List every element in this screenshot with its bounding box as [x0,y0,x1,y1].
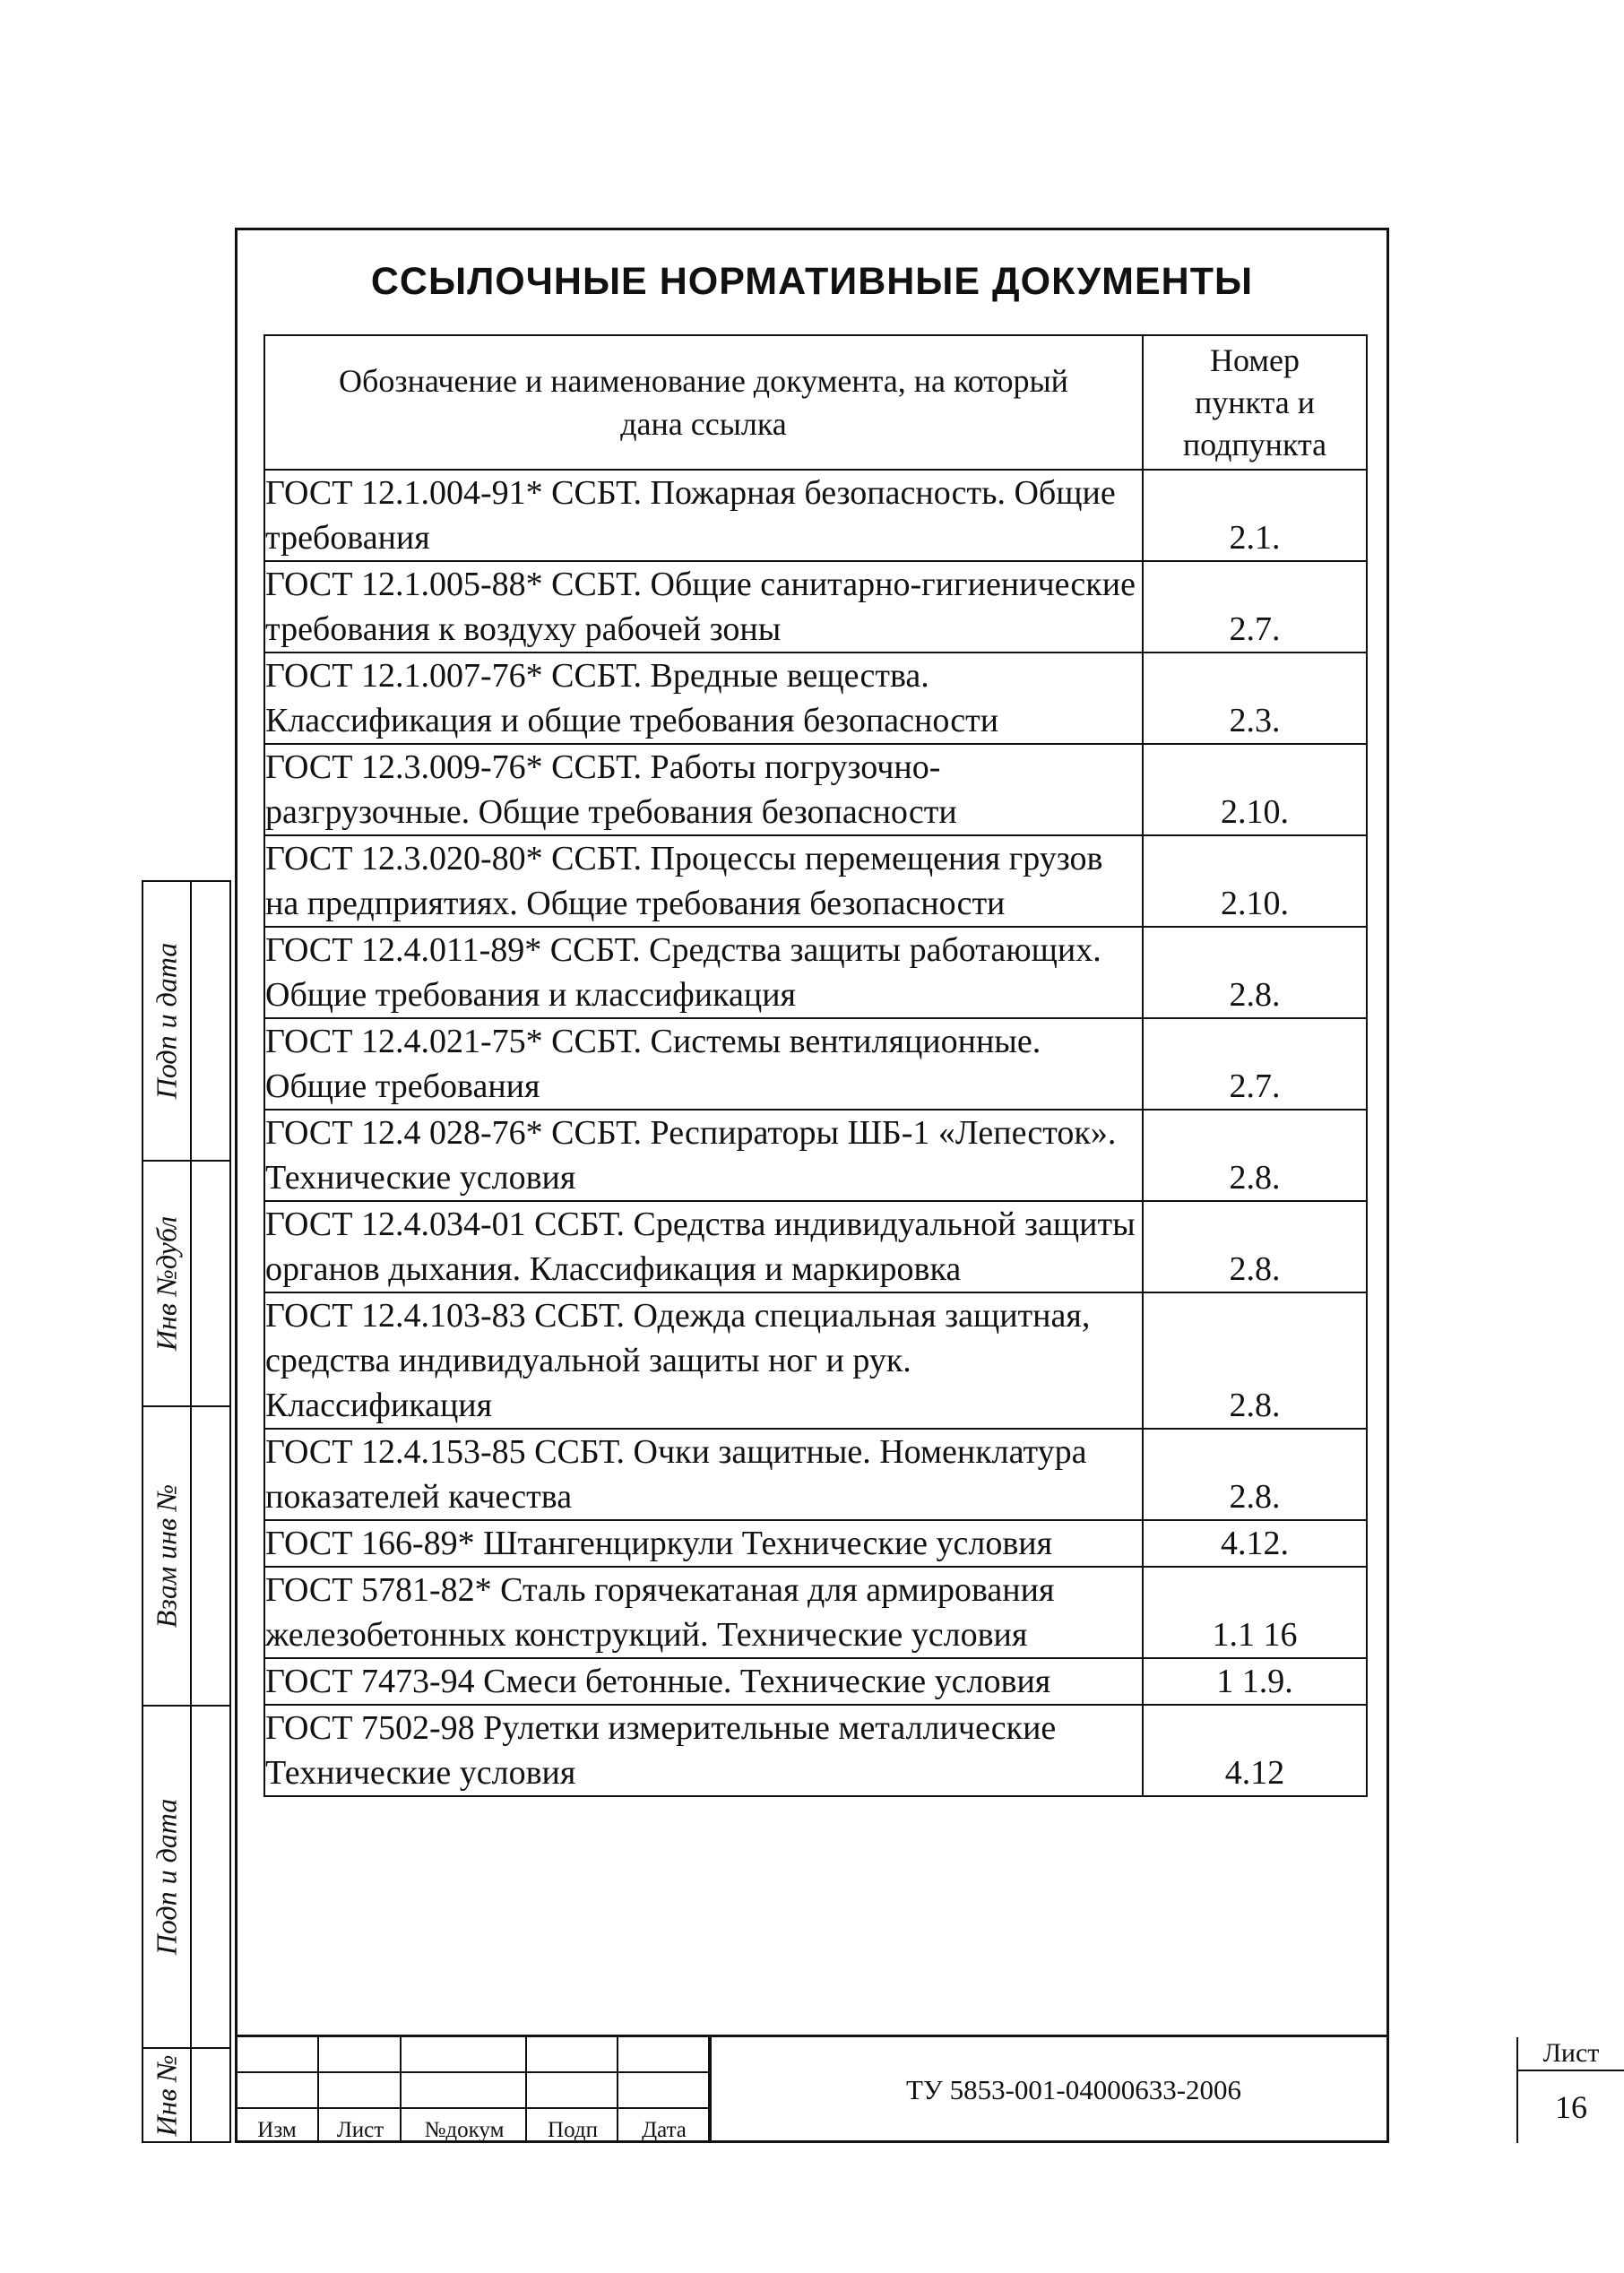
side-label: Подп и дата [150,1798,183,1956]
clause-number-cell: 2.8. [1143,1201,1367,1292]
side-box-vzam-inv [142,1405,231,1707]
clause-number-cell: 2.3. [1143,653,1367,744]
table-row [264,653,1367,744]
document-cell: ГОСТ 12.1.004-91* ССБТ. Пожарная безопасность. Общие требования [264,470,1143,561]
table-row [264,1567,1367,1658]
clause-number-cell: 1.1 16 [1143,1567,1367,1658]
table-row [264,927,1367,1018]
clause-number-cell: 2.8. [1143,1292,1367,1429]
document-cell: ГОСТ 12.4.021-75* ССБТ. Системы вентиляционные. Общие требования [264,1018,1143,1110]
side-box-podp-data-2 [142,1705,231,2049]
sheet-number: 16 [1555,2089,1587,2125]
clause-number-cell: 2.10. [1143,835,1367,927]
document-cell: ГОСТ 166-89* Штангенциркули Технические условия [264,1520,1143,1567]
side-box-inv-dubl [142,1160,231,1407]
table-row [264,1018,1367,1110]
document-cell: ГОСТ 12.4.103-83 ССБТ. Одежда специальная защитная, средства индивидуальной защиты ног и рук. Классификация [264,1292,1143,1429]
table-row [264,1110,1367,1201]
table-row [264,470,1367,561]
document-cell: ГОСТ 12.4.034-01 ССБТ. Средства индивидуальной защиты органов дыхания. Классификация и маркировка [264,1201,1143,1292]
document-cell: ГОСТ 12.4.011-89* ССБТ. Средства защиты работающих. Общие требования и классификация [264,927,1143,1018]
label-list: Лист [336,2118,384,2142]
table-header-row [264,335,1367,470]
document-cell: ГОСТ 5781-82* Сталь горячекатаная для армирования железобетонных конструкций. Технические условия [264,1567,1143,1658]
side-box-podp-data-1 [142,880,231,1162]
table-row [264,1429,1367,1520]
side-label: Инв № [150,2053,183,2137]
page-title: ССЫЛОЧНЫЕ НОРМАТИВНЫЕ ДОКУМЕНТЫ [370,260,1254,303]
title-block [235,2035,1600,2143]
label-podp: Подп [548,2118,598,2142]
clause-number-cell: 2.8. [1143,1429,1367,1520]
clause-number-cell: 4.12 [1143,1705,1367,1796]
document-cell: ГОСТ 12.1.007-76* ССБТ. Вредные вещества. Классификация и общие требования безопасности [264,653,1143,744]
document-cell: ГОСТ 12.4 028-76* ССБТ. Респираторы ШБ-1 «Лепесток». Технические условия [264,1110,1143,1201]
label-n-dokum: №докум [424,2118,505,2142]
clause-number-cell: 1 1.9. [1143,1658,1367,1705]
label-izm: Изм [257,2118,297,2142]
references-table [263,334,1368,1797]
header-clause-number: Номер пункта и подпункта [1143,335,1367,470]
clause-number-cell: 2.8. [1143,927,1367,1018]
side-label: Подп и дата [150,942,183,1100]
document-cell: ГОСТ 7473-94 Смеси бетонные. Технические условия [264,1658,1143,1705]
clause-number-cell: 2.7. [1143,561,1367,653]
clause-number-cell: 2.8. [1143,1110,1367,1201]
table-row [264,1658,1367,1705]
table-row [264,1201,1367,1292]
revision-grid [235,2037,710,2143]
table-row [264,835,1367,927]
document-cell: ГОСТ 12.3.020-80* ССБТ. Процессы перемещения грузов на предприятиях. Общие требования безопасности [264,835,1143,927]
table-row [264,1292,1367,1429]
document-cell: ГОСТ 7502-98 Рулетки измерительные металлические Технические условия [264,1705,1143,1796]
document-code: ТУ 5853-001-04000633-2006 [710,2037,1516,2143]
document-cell: ГОСТ 12.4.153-85 ССБТ. Очки защитные. Номенклатура показателей качества [264,1429,1143,1520]
side-box-inv-no [142,2047,231,2143]
side-label: Инв №дубл [150,1215,183,1352]
side-label: Взам инв № [150,1483,183,1629]
clause-number-cell: 2.7. [1143,1018,1367,1110]
label-data: Дата [642,2118,687,2142]
clause-number-cell: 2.1. [1143,470,1367,561]
table-row [264,744,1367,835]
table-row [264,561,1367,653]
clause-number-cell: 2.10. [1143,744,1367,835]
document-cell: ГОСТ 12.3.009-76* ССБТ. Работы погрузочно-разгрузочные. Общие требования безопасности [264,744,1143,835]
clause-number-cell: 4.12. [1143,1520,1367,1567]
header-document: Обозначение и наименование документа, на который дана ссылка [264,335,1143,470]
document-cell: ГОСТ 12.1.005-88* ССБТ. Общие санитарно-гигиенические требования к воздуху рабочей зоны [264,561,1143,653]
sheet-box [1516,2037,1624,2143]
sheet-label: Лист [1518,2037,1624,2071]
table-row [264,1520,1367,1567]
table-row [264,1705,1367,1796]
